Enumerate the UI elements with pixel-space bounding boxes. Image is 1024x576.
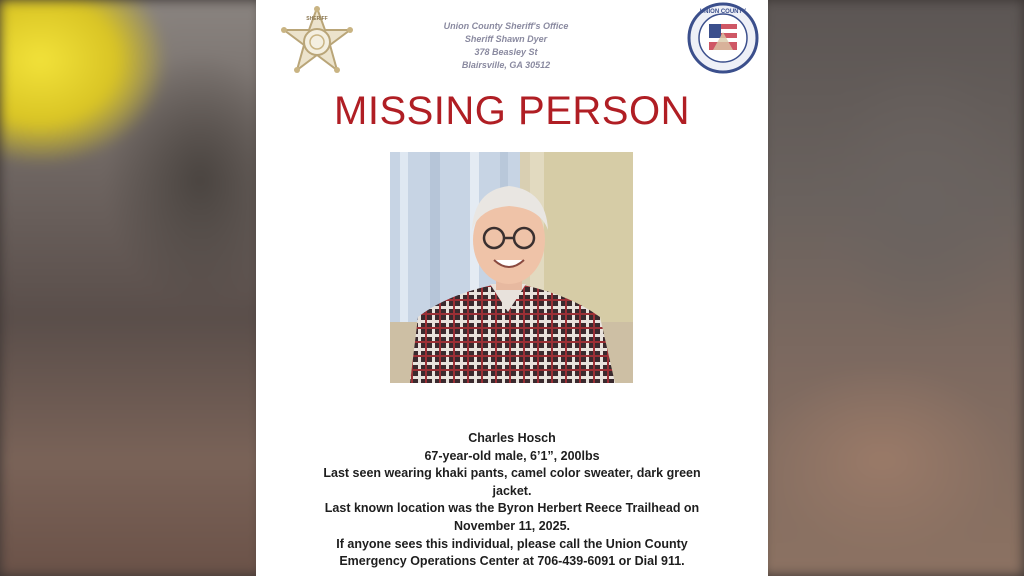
clothing-description: jacket. [492,483,532,498]
office-line: Sheriff Shawn Dyer [464,34,548,44]
contact-instructions: If anyone sees this individual, please call the Union County [336,536,688,551]
sheriff-office-address [406,20,606,72]
missing-person-photo [390,152,633,383]
office-line: 378 Beasley St [474,47,538,57]
sheriff-star-badge-icon [280,6,354,78]
clothing-description: Last seen wearing khaki pants, camel color sweater, dark green [323,466,701,481]
person-name: Charles Hosch [468,431,556,445]
blurred-background-right [762,0,1024,576]
office-line: Union County Sheriff's Office [443,21,569,31]
office-line: Blairsville, GA 30512 [461,60,551,70]
person-details [276,430,748,571]
contact-instructions: Emergency Operations Center at 706-439-6091 or Dial 911. [339,554,685,569]
blurred-background-left [0,0,262,576]
last-known-location: Last known location was the Byron Herbert Reece Trailhead on [324,501,700,516]
badge-text: SHERIFF [306,16,328,22]
page-title: MISSING PERSON [334,89,690,133]
person-stats: 67-year-old male, 6’1”, 200lbs [424,448,600,463]
last-known-location: November 11, 2025. [453,518,571,533]
seal-text: UNION COUNTY [699,9,747,15]
missing-person-flyer [256,0,768,576]
union-county-seal-icon [687,2,759,74]
